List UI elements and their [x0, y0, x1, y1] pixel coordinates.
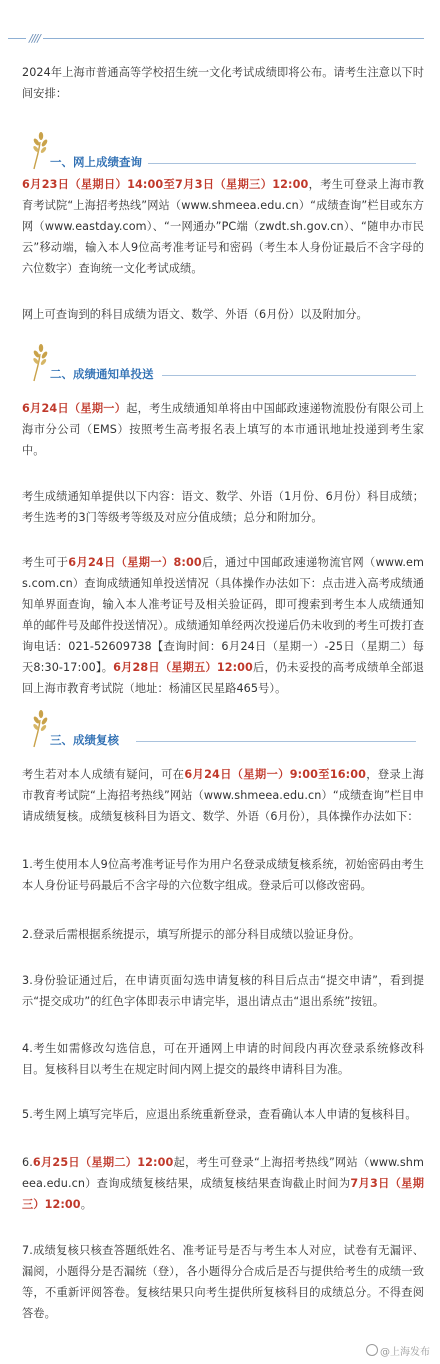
section-rule — [148, 163, 416, 164]
section-heading-score-review — [28, 708, 416, 754]
notice-delivery-paragraph: 6月24日（星期一）起，考生成绩通知单将由中国邮政速递物流股份有限公司上海市分公司（EMS）按照考生高考报名表上填写的本市通讯地址投递到考生家中。 — [22, 402, 424, 457]
intro-paragraph: 2024年上海市普通高等学校招生统一文化考试成绩即将公布。请考生注意以下时间安排： — [22, 66, 424, 100]
review-step-7: 7.成绩复核只核查答题纸姓名、准考证号是否与考生本人对应，试卷有无漏评、漏阅，小题得分是否漏统（登），各小题得分合成后是否与提供给考生的成绩一致等，不重新评阅答卷。复核结果只向考生提供所复核科目的成绩总分。不得查阅答卷。 — [22, 1244, 424, 1320]
review-step-3: 3.身份验证通过后，在申请页面勾选申请复核的科目后点击“提交申请”，看到提示“提交成功”的红色字体即表示申请完毕，退出请点击“退出系统”按钮。 — [22, 974, 424, 1008]
section-title: 一、网上成绩查询 — [50, 155, 142, 169]
section-rule — [136, 741, 416, 742]
notice-tracking-paragraph: 考生可于6月24日（星期一）8:00后，通过中国邮政速递物流官网（www.ems.com.cn）查询成绩通知单投送情况（具体操作办法如下：点击进入高考成绩通知单界面查询，输入本人准考证号及相关验证码，即可搜索到考生本人成绩通知单的邮件号及邮件投送情况）。成绩通知单经两次投递后仍未收到的考生可拨打查询电话：021-52609738【查询时间：6月24日（星期一）-25日（星期二）每天8:30-17:00】。6月28日（星期五）12:00后，仍未妥投的高考成绩单全部退回上海市教育考试院（地址：杨浦区民星路465号）。 — [22, 556, 424, 695]
section-title: 二、成绩通知单投送 — [50, 367, 154, 381]
section-heading-notice-delivery — [28, 342, 416, 388]
review-step-4: 4.考生如需修改勾选信息，可在开通网上申请的时间段内再次登录系统修改科目。复核科目以考生在规定时间内网上提交的最终申请科目为准。 — [22, 1042, 424, 1076]
section-heading-online-query — [28, 130, 416, 176]
review-step-5: 5.考生网上填写完毕后，应退出系统重新登录，查看确认本人申请的复核科目。 — [22, 1108, 417, 1121]
score-review-paragraph: 考生若对本人成绩有疑问，可在6月24日（星期一）9:00至16:00，登录上海市教育考试院“上海招考热线”网站（www.shmeea.edu.cn）“成绩查询”栏目申请成绩复核。成绩复核科目为语文、数学、外语（6月份），具体操作办法如下： — [22, 768, 424, 823]
weibo-icon — [366, 1344, 378, 1356]
review-step-1: 1.考生使用本人9位高考准考证号作为用户名登录成绩复核系统，初始密码由考生本人身份证号码最后不含字母的六位数字组成。登录后可以修改密码。 — [22, 858, 424, 892]
online-query-subjects-paragraph: 网上可查询到的科目成绩为语文、数学、外语（6月份）以及附加分。 — [22, 308, 368, 321]
online-query-paragraph: 6月23日（星期日）14:00至7月3日（星期三）12:00，考生可登录上海市教育考试院“上海招考热线”网站（www.shmeea.edu.cn）“成绩查询”栏目或东方网（www.eastday.com）、“一网通办”PC端（zwdt.sh.gov.cn）、“随申办市民云”移动端，输入本人9位高考准考证号和密码（考生本人身份证最后不含字母的六位数字）查询统一文化考试成绩。 — [22, 178, 424, 275]
section-rule — [162, 375, 416, 376]
top-divider — [8, 32, 424, 45]
wheat-icon — [28, 342, 50, 382]
wheat-icon — [28, 708, 50, 748]
review-step-6: 6.6月25日（星期二）12:00起，考生可登录“上海招考热线”网站（www.shmeea.edu.cn）查询成绩复核结果，成绩复核结果查询截止时间为7月3日（星期三）12:00。 — [22, 1156, 424, 1211]
wheat-icon — [28, 130, 50, 170]
divider-slash-marks: //// — [26, 32, 43, 45]
review-step-2: 2.登录后需根据系统提示，填写所提示的部分科目成绩以验证身份。 — [22, 928, 361, 941]
section-title: 三、成绩复核 — [50, 733, 119, 747]
notice-content-paragraph: 考生成绩通知单提供以下内容：语文、数学、外语（1月份、6月份）科目成绩；考生选考的3门等级考等级及对应分值成绩；总分和附加分。 — [22, 490, 424, 524]
weibo-watermark: @上海发布 — [366, 1344, 430, 1360]
